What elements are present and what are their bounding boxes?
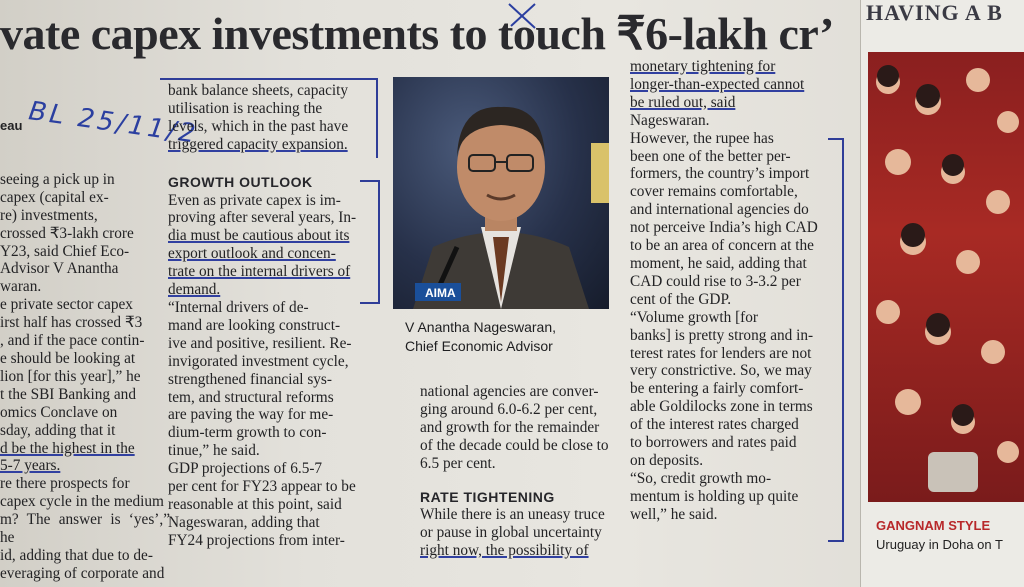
text-line: very constrictive. So, we may bbox=[630, 362, 812, 380]
handwritten-date-note: BL 25/11/2 bbox=[26, 96, 201, 150]
text-line: omics Conclave on bbox=[0, 403, 118, 421]
text-line: per cent for FY23 appear to be bbox=[168, 478, 356, 496]
adjacent-caption: Uruguay in Doha on T bbox=[876, 537, 1003, 552]
text-line: longer-than-expected cannot bbox=[630, 75, 805, 93]
text-line: to be an area of concern at the bbox=[630, 237, 814, 255]
text-line: irst half has crossed ₹3 bbox=[0, 314, 143, 332]
text-line: be entering a fairly comfort- bbox=[630, 380, 804, 398]
text-line: tinue,” he said. bbox=[168, 442, 260, 460]
caption-name: V Anantha Nageswaran, bbox=[405, 319, 556, 335]
text-line: capex cycle in the medium bbox=[0, 493, 164, 511]
text-line: crossed ₹3-lakh crore bbox=[0, 224, 134, 242]
text-line: levels, which in the past have bbox=[168, 117, 349, 135]
text-line: right now, the possibility of bbox=[420, 542, 589, 560]
ink-scribble-icon bbox=[505, 0, 545, 32]
ink-bracket bbox=[828, 138, 844, 542]
text-line: Nageswaran, adding that bbox=[168, 513, 320, 531]
text-line: t the SBI Banking and bbox=[0, 385, 136, 403]
text-line: , and if the pace contin- bbox=[0, 332, 145, 350]
text-line: “Volume growth [for bbox=[630, 308, 759, 326]
growth-outlook-subhead: GROWTH OUTLOOK bbox=[168, 173, 313, 190]
text-line: bank balance sheets, capacity bbox=[168, 82, 349, 99]
text-line: moment, he said, adding that bbox=[630, 254, 807, 272]
text-line: monetary tightening for bbox=[630, 58, 776, 75]
text-line: strengthened financial sys- bbox=[168, 370, 332, 388]
caption-title: Chief Economic Advisor bbox=[405, 338, 553, 354]
text-line: are paving the way for me- bbox=[168, 406, 334, 424]
text-line: banks] is pretty strong and in- bbox=[630, 326, 814, 344]
text-line: ging around 6.0-6.2 per cent, bbox=[420, 400, 598, 418]
text-line: export outlook and concen- bbox=[168, 245, 336, 263]
text-line: GDP projections of 6.5-7 bbox=[168, 460, 323, 478]
text-line: d be the highest in the bbox=[0, 439, 135, 457]
text-line: e should be looking at bbox=[0, 349, 136, 367]
text-line: re there prospects for bbox=[0, 475, 130, 493]
headline: vate capex investments to touch ₹6-lakh cr’ bbox=[0, 8, 834, 59]
text-line: and international agencies do bbox=[630, 201, 809, 219]
text-line: national agencies are conver- bbox=[420, 383, 599, 400]
rate-tightening-subhead: RATE TIGHTENING bbox=[420, 488, 555, 505]
text-line: reasonable at this point, said bbox=[168, 495, 342, 513]
crowd-illustration-icon bbox=[868, 52, 1024, 502]
text-line: not perceive India’s high CAD bbox=[630, 219, 818, 237]
text-line: terest rates for lenders are not bbox=[630, 344, 812, 362]
text-line: 5-7 years. bbox=[0, 457, 61, 475]
text-line: waran. bbox=[0, 278, 42, 296]
text-line: been one of the better per- bbox=[630, 147, 791, 165]
text-line: well,” he said. bbox=[630, 505, 718, 523]
text-line: invigorated investment cycle, bbox=[168, 352, 349, 370]
text-line: While there is an uneasy truce bbox=[420, 506, 605, 524]
text-line: dia must be cautious about its bbox=[168, 227, 350, 245]
crowd-photo bbox=[868, 52, 1024, 502]
text-line: demand. bbox=[168, 281, 221, 299]
text-line: “Internal drivers of de- bbox=[168, 298, 309, 316]
text-line: m? The answer is ‘yes’,” he bbox=[0, 511, 170, 547]
text-line: 6.5 per cent. bbox=[420, 454, 496, 472]
text-line: of the interest rates charged bbox=[630, 416, 799, 434]
text-line: triggered capacity expansion. bbox=[168, 135, 348, 153]
ink-bracket bbox=[360, 180, 380, 304]
adjacent-headline: HAVING A B bbox=[866, 0, 1003, 25]
text-line: to borrowers and rates paid bbox=[630, 434, 797, 452]
text-line: mand are looking construct- bbox=[168, 316, 341, 334]
column-4 bbox=[630, 58, 840, 524]
ink-bracket bbox=[160, 78, 378, 158]
text-line: trate on the internal drivers of bbox=[168, 263, 351, 281]
text-line: mentum is holding up quite bbox=[630, 487, 799, 505]
text-line: seeing a pick up in bbox=[0, 170, 115, 188]
column-1 bbox=[0, 117, 170, 583]
text-line: or pause in global uncertainty bbox=[420, 524, 602, 542]
text-line: id, adding that due to de- bbox=[0, 546, 153, 564]
text-line: lion [for this year],” he bbox=[0, 367, 141, 385]
text-line: e private sector capex bbox=[0, 296, 133, 314]
text-line: dium-term growth to con- bbox=[168, 424, 327, 442]
text-line: able Goldilocks zone in terms bbox=[630, 398, 813, 416]
byline: eau bbox=[0, 118, 23, 133]
text-line: capex (capital ex- bbox=[0, 188, 109, 206]
text-line: be ruled out, said bbox=[630, 93, 736, 111]
text-line: Nageswaran. bbox=[630, 111, 710, 129]
podium-logo: AIMA bbox=[425, 286, 456, 300]
text-line: cent of the GDP. bbox=[630, 290, 732, 308]
text-line: utilisation is reaching the bbox=[168, 99, 323, 117]
text-line: Even as private capex is im- bbox=[168, 191, 341, 209]
text-line: tem, and structural reforms bbox=[168, 388, 334, 406]
text-line: “So, credit growth mo- bbox=[630, 469, 772, 487]
text-line: FY24 projections from inter- bbox=[168, 531, 345, 549]
photo-label: GANGNAM STYLE bbox=[876, 518, 991, 533]
text-line: cover remains comfortable, bbox=[630, 183, 798, 201]
text-line: ive and positive, resilient. Re- bbox=[168, 334, 352, 352]
text-line: on deposits. bbox=[630, 451, 704, 469]
photo-caption bbox=[405, 318, 605, 356]
text-line: Advisor V Anantha bbox=[0, 260, 119, 278]
text-line: of the decade could be close to bbox=[420, 436, 609, 454]
text-line: CAD could rise to 3-3.2 per bbox=[630, 272, 801, 290]
text-line: Y23, said Chief Eco- bbox=[0, 242, 130, 260]
text-line: everaging of corporate and bbox=[0, 564, 165, 582]
text-line: and growth for the remainder bbox=[420, 418, 600, 436]
portrait-illustration-icon bbox=[393, 77, 609, 309]
text-line: proving after several years, In- bbox=[168, 209, 357, 227]
column-3 bbox=[420, 383, 616, 560]
text-line: sday, adding that it bbox=[0, 421, 116, 439]
text-line: formers, the country’s import bbox=[630, 165, 810, 183]
portrait-photo bbox=[393, 77, 609, 309]
text-line: re) investments, bbox=[0, 206, 98, 224]
text-line: However, the rupee has bbox=[630, 129, 774, 147]
